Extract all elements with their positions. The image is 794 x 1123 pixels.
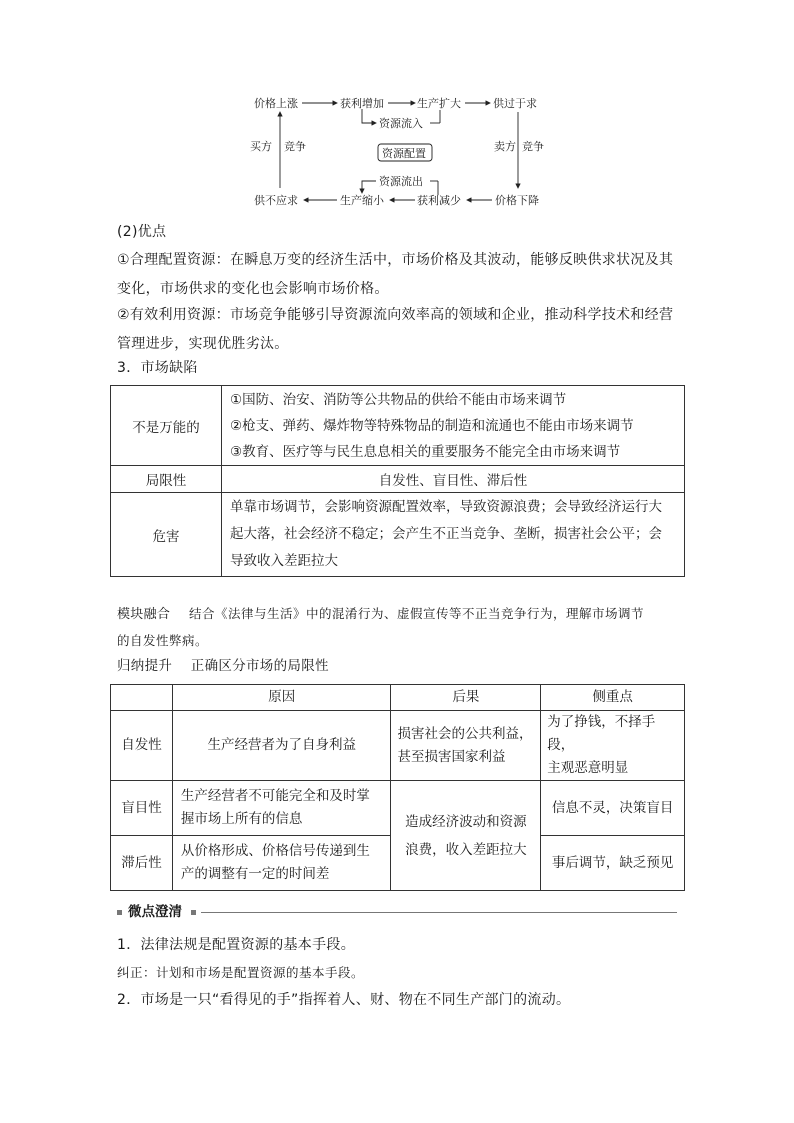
lag-cause <box>172 836 391 891</box>
row-label-limitations: 局限性 <box>111 466 222 493</box>
not-omnipotent-line-1: ①国防、治安、消防等公共物品的供给不能由市场来调节 <box>230 391 567 408</box>
table-row <box>111 781 685 836</box>
label-buyer: 买方 <box>250 140 272 153</box>
label-seller: 卖方 <box>494 140 516 153</box>
advantage-item-1: ①合理配置资源：在瞬息万变的经济生活中，市场价格及其波动，能够反映供求状况及其变化，市场供求的变化也会影响市场价格。 <box>117 252 674 297</box>
defects-heading: 3．市场缺陷 <box>117 360 198 376</box>
row-label-lag: 滞后性 <box>111 836 173 891</box>
module-fusion-text: 结合《法律与生活》中的混淆行为、虚假宣传等不正当竞争行为，理解市场调节 <box>188 606 644 621</box>
clarify-bullet-left <box>117 910 122 915</box>
spontaneous-cause: 生产经营者为了自身利益 <box>172 711 391 781</box>
row-label-not-omnipotent: 不是万能的 <box>111 386 222 466</box>
market-defects-table <box>110 385 685 577</box>
clarify-divider <box>117 905 677 921</box>
not-omnipotent-line-3: ③教育、医疗等与民生息息相关的重要服务不能完全由市场来调节 <box>230 443 621 460</box>
lag-focus: 事后调节，缺乏预见 <box>541 836 685 891</box>
node-oversupply: 供过于求 <box>493 97 537 110</box>
not-omnipotent-line-2: ②枪支、弹药、爆炸物等特殊物品的制造和流通也不能由市场来调节 <box>230 417 634 434</box>
not-omnipotent-cell <box>222 386 685 466</box>
node-production-up: 生产扩大 <box>417 97 461 110</box>
blindness-cause <box>172 781 391 836</box>
blindness-cause-line-1: 生产经营者不可能完全和及时掌 <box>180 788 370 804</box>
clarify-title: 微点澄清 <box>128 904 182 920</box>
spontaneous-focus <box>541 711 685 781</box>
summary-heading <box>117 652 683 681</box>
node-price-down: 价格下降 <box>495 194 539 207</box>
label-seller-competition: 竞争 <box>522 140 544 153</box>
module-fusion-line-2: 的自发性弊病。 <box>117 633 209 648</box>
summary-label: 归纳提升 <box>117 658 173 674</box>
resource-allocation-diagram <box>240 88 570 218</box>
label-buyer-competition: 竞争 <box>284 140 306 153</box>
spontaneous-effect <box>391 711 541 781</box>
lag-cause-line-1: 从价格形成、价格信号传递到生 <box>180 843 370 859</box>
summary-title: 正确区分市场的局限性 <box>190 658 329 674</box>
node-production-down: 生产缩小 <box>340 194 384 207</box>
clarify-correction: 纠正：计划和市场是配置资源的基本手段。 <box>117 965 365 980</box>
row-label-blindness: 盲目性 <box>111 781 173 836</box>
blindness-cause-line-2: 握市场上所有的信息 <box>180 811 303 827</box>
shared-effect-line-1: 造成经济波动和资源 <box>405 813 527 830</box>
spontaneous-focus-line-1: 为了挣钱，不择手段， <box>547 714 656 753</box>
spontaneous-effect-line-2: 甚至损害国家利益 <box>397 748 506 765</box>
shared-effect <box>391 781 541 891</box>
row-label-spontaneous: 自发性 <box>111 711 173 781</box>
node-profit-up: 获利增加 <box>340 97 384 110</box>
clarify-rule <box>201 912 677 913</box>
harm-line-3: 导致收入差距拉大 <box>230 553 338 569</box>
limitations-cell: 自发性、盲目性、滞后性 <box>222 466 685 493</box>
clarify-bullet-right <box>191 910 196 915</box>
table-header-row <box>111 685 685 711</box>
header-focus: 侧重点 <box>541 685 685 711</box>
node-profit-down: 获利减少 <box>417 194 461 207</box>
spontaneous-focus-line-2: 主观恶意明显 <box>547 760 629 776</box>
module-fusion-label: 模块融合 <box>117 607 171 622</box>
lag-cause-line-2: 产的调整有一定的时间差 <box>180 866 330 882</box>
harm-cell <box>222 493 685 577</box>
table-row <box>111 466 685 493</box>
table-row <box>111 386 685 466</box>
row-label-harm: 危害 <box>111 493 222 577</box>
node-resources-in: 资源流入 <box>379 117 423 130</box>
node-resource-allocation: 资源配置 <box>382 147 426 160</box>
node-resources-out: 资源流出 <box>379 175 423 188</box>
harm-line-1: 单靠市场调节，会影响资源配置效率，导致资源浪费；会导致经济运行大 <box>230 499 662 515</box>
clarify-item-1: 1．法律法规是配置资源的基本手段。 <box>117 937 356 953</box>
advantage-item-2: ②有效利用资源：市场竞争能够引导资源流向效率高的领域和企业，推动科学技术和经营管理进步，实现优胜劣汰。 <box>117 307 674 352</box>
blindness-focus: 信息不灵，决策盲目 <box>541 781 685 836</box>
clarify-item-2: 2．市场是一只“看得见的手”指挥着人、财、物在不同生产部门的流动。 <box>117 992 571 1008</box>
table-row <box>111 711 685 781</box>
node-undersupply: 供不应求 <box>254 194 298 207</box>
shared-effect-line-2: 浪费，收入差距拉大 <box>405 841 527 858</box>
table-row <box>111 493 685 577</box>
header-cause: 原因 <box>172 685 391 711</box>
harm-line-2: 起大落，社会经济不稳定；会产生不正当竞争、垄断，损害社会公平；会 <box>230 526 662 542</box>
node-price-up: 价格上涨 <box>254 97 298 110</box>
advantages-heading: (2)优点 <box>117 224 167 240</box>
limitations-table <box>110 684 685 891</box>
spontaneous-effect-line-1: 损害社会的公共利益， <box>397 725 533 742</box>
module-fusion-line-1 <box>117 599 683 629</box>
header-effect: 后果 <box>391 685 541 711</box>
header-blank <box>111 685 173 711</box>
